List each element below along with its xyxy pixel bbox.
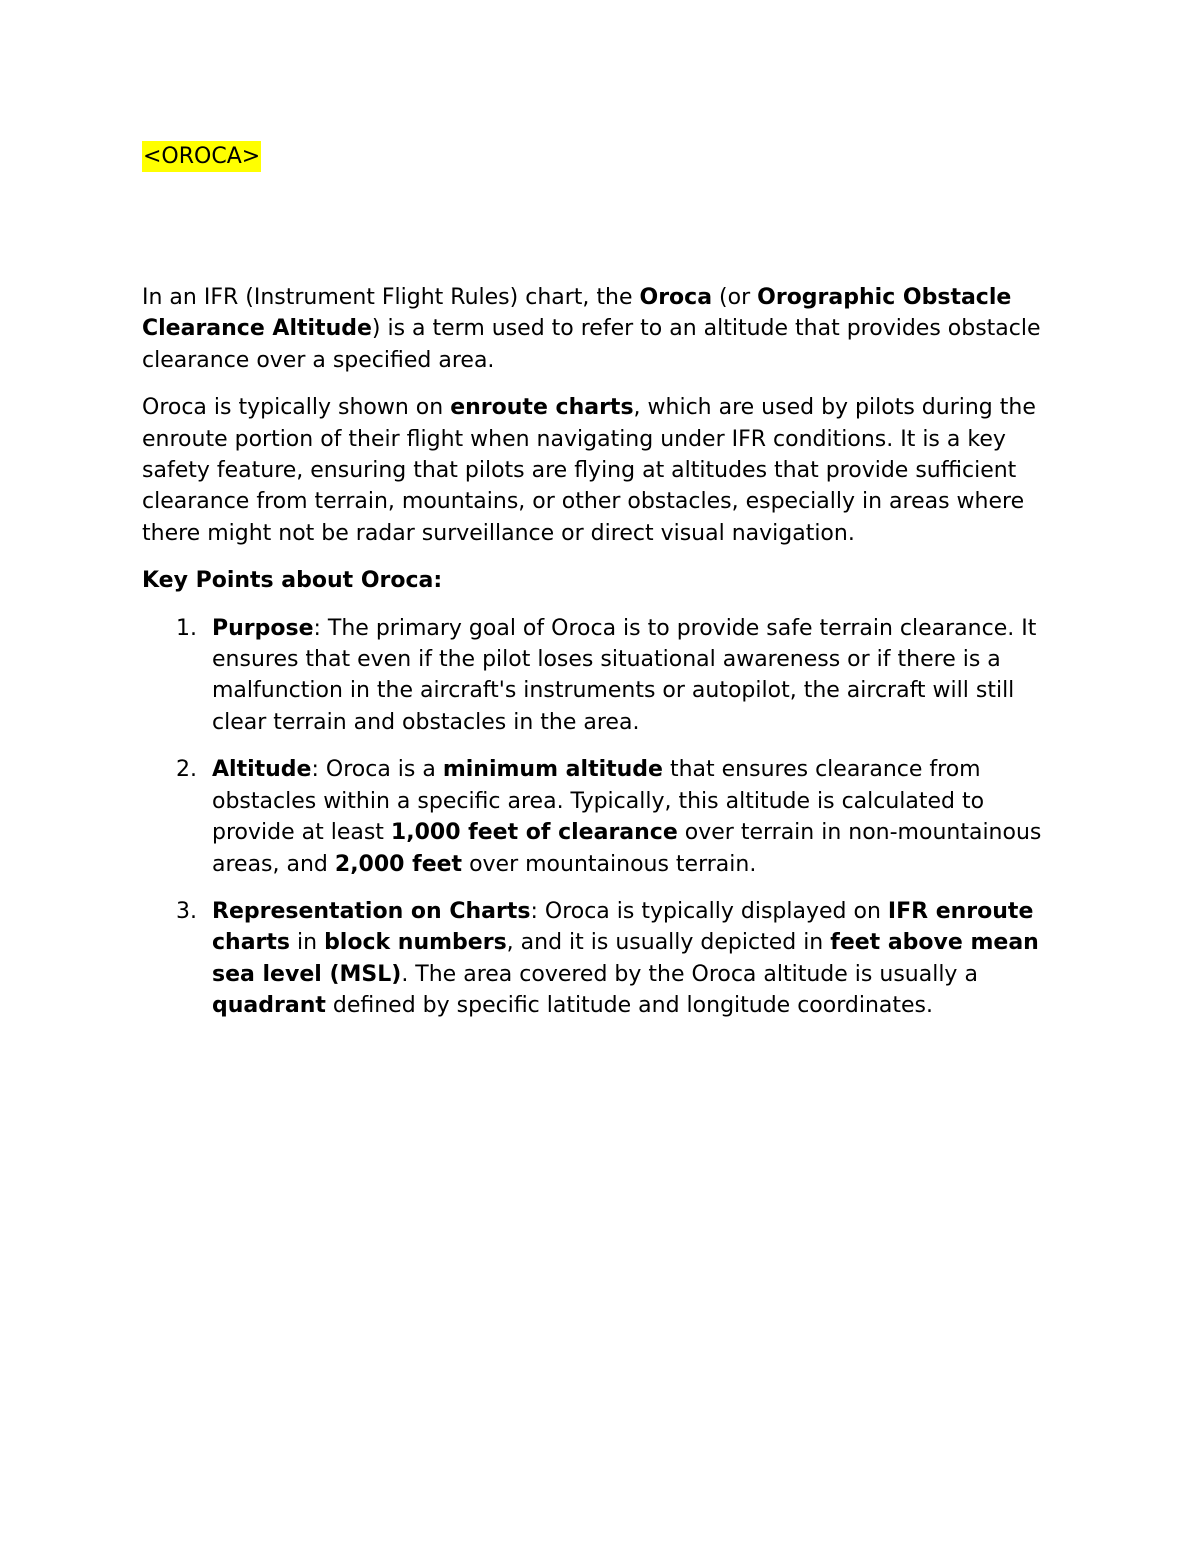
point-altitude-label: Altitude: [212, 757, 312, 783]
document-title: <OROCA>: [142, 141, 261, 172]
point-representation-text-3: , and it is usually depicted in: [506, 930, 831, 956]
enroute-paragraph: [142, 392, 1072, 549]
point-representation-text-5: defined by specific latitude and longitude coordinates.: [325, 993, 933, 1019]
point-representation-text-4: . The area covered by the Oroca altitude is usually a: [401, 961, 978, 987]
point-purpose-text: : The primary goal of Oroca is to provide safe terrain clearance. It ensures that even if the pilot loses situational awareness or if there is a malfunction in the aircraft's instruments or autopilot, the aircraft will still clear terrain and obstacles in the area.: [212, 615, 1037, 735]
point-representation-bold-ifr: IFR enroute charts: [212, 898, 1034, 956]
intro-paragraph: [142, 282, 1072, 376]
point-altitude-text-2: that ensures clearance from obstacles within a specific area. Typically, this altitude is calculated to provide at least: [212, 757, 985, 846]
point-representation-text-2: in: [290, 930, 325, 956]
point-altitude-bold-2000: 2,000 feet: [334, 851, 463, 877]
list-item: [142, 613, 1072, 739]
enroute-text-2: , which are used by pilots during the enroute portion of their flight when navigating under IFR conditions. It is a key safety feature, ensuring that pilots are flying at altitudes that provide sufficient clearance from terrain, mountains, or other obstacles, especially in areas where there might not be radar surveillance or direct visual navigation.: [142, 395, 1036, 546]
point-altitude-bold-1000: 1,000 feet of clearance: [390, 820, 678, 846]
enroute-bold-charts: enroute charts: [450, 395, 634, 421]
key-points-list: [142, 613, 1072, 1022]
intro-bold-definition: Orographic Obstacle Clearance Altitude: [142, 285, 1012, 342]
key-points-heading: Key Points about Oroca:: [142, 568, 443, 594]
document-body: [142, 282, 1072, 1038]
enroute-text-1: Oroca is typically shown on: [142, 395, 451, 421]
intro-text-3: ) is a term used to refer to an altitude that provides obstacle clearance over a specified area.: [142, 316, 1041, 373]
intro-bold-oroca: Oroca: [639, 285, 713, 310]
intro-text-1: In an IFR (Instrument Flight Rules) chart, the: [142, 285, 640, 310]
point-representation-bold-block: block numbers: [324, 930, 507, 956]
list-item-number: 2.: [176, 757, 197, 783]
point-purpose-label: Purpose: [212, 615, 314, 641]
point-representation-bold-msl: feet above mean sea level (MSL): [212, 930, 1039, 987]
intro-text-2: (or: [712, 285, 758, 310]
point-altitude-text-4: over mountainous terrain.: [462, 851, 757, 877]
list-item-number: 1.: [176, 615, 197, 641]
list-item: [142, 896, 1072, 1022]
point-altitude-text-3: over terrain in non-mountainous areas, and: [212, 820, 1042, 877]
list-item: [142, 754, 1072, 880]
list-item-number: 3.: [176, 898, 197, 924]
point-altitude-bold-minimum: minimum altitude: [442, 757, 663, 783]
point-representation-label: Representation on Charts: [212, 898, 531, 924]
point-representation-text-1: : Oroca is typically displayed on: [530, 898, 888, 924]
point-altitude-text-1: : Oroca is a: [311, 757, 443, 783]
point-representation-bold-quadrant: quadrant: [212, 993, 326, 1019]
